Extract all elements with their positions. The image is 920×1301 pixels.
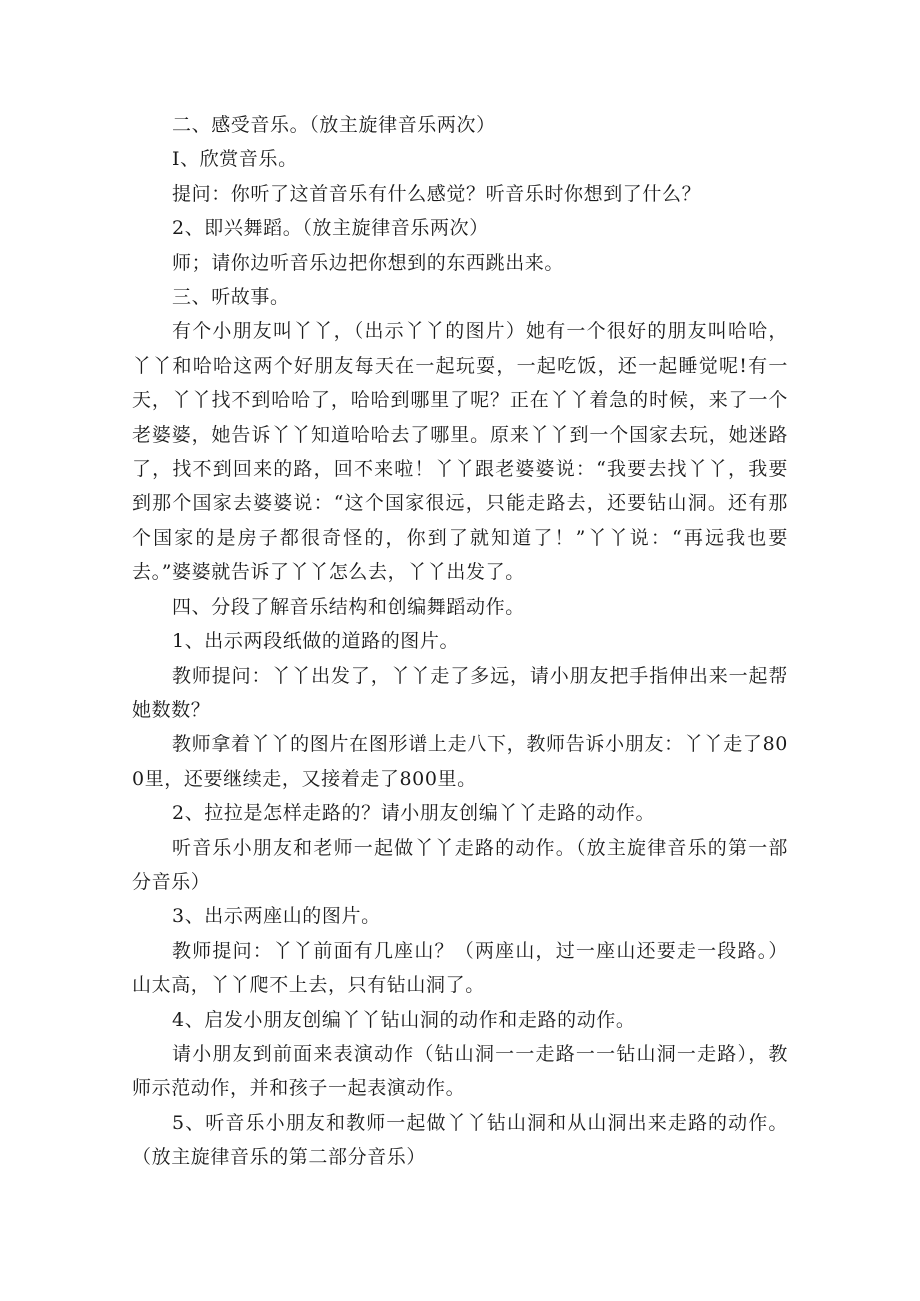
step-walking-action: 2、拉拉是怎样走路的？请小朋友创编丫丫走路的动作。: [172, 802, 656, 825]
teacher-question-mountains: 教师提问：丫丫前面有几座山？（两座山，过一座山还要走一段路。）山太高，丫丫爬不上去，只有钻山洞了。: [132, 939, 788, 997]
question-feeling: 提问：你听了这首音乐有什么感觉？听音乐时你想到了什么？: [172, 182, 702, 205]
step-cave-action: 4、启发小朋友创编丫丫钻山洞的动作和走路的动作。: [172, 1008, 636, 1031]
step-appreciate-music: I、欣赏音乐。: [172, 148, 298, 171]
heading-music-structure: 四、分段了解音乐结构和创编舞蹈动作。: [172, 595, 525, 618]
teacher-instruction-dance: 师；请你边听音乐边把你想到的东西跳出来。: [172, 251, 565, 274]
step-show-road: 1、出示两段纸做的道路的图片。: [172, 630, 460, 653]
listen-walk-action: 听音乐小朋友和老师一起做丫丫走路的动作。（放主旋律音乐的第一部分音乐）: [132, 836, 788, 893]
teacher-question-distance: 教师提问：丫丫出发了，丫丫走了多远，请小朋友把手指伸出来一起帮她数数？: [132, 664, 788, 721]
step-show-mountains: 3、出示两座山的图片。: [172, 905, 381, 928]
heading-listen-story: 三、听故事。: [172, 286, 290, 309]
heading-feel-music: 二、感受音乐。（放主旋律音乐两次）: [172, 114, 496, 136]
teacher-walk-chart: 教师拿着丫丫的图片在图形谱上走八下，教师告诉小朋友：丫丫走了800里，还要继续走，又接着走了800里。: [132, 733, 788, 790]
step-listen-cave-action: 5、听音乐小朋友和教师一起做丫丫钻山洞和从山洞出来走路的动作。（放主旋律音乐的第二部分音乐）: [132, 1111, 788, 1169]
step-improv-dance: 2、即兴舞蹈。（放主旋律音乐两次）: [172, 217, 489, 240]
perform-actions: 请小朋友到前面来表演动作（钻山洞一一走路一一钻山洞一走路），教师示范动作，并和孩子一起表演动作。: [132, 1042, 788, 1100]
story-paragraph: 有个小朋友叫丫丫，（出示丫丫的图片）她有一个很好的朋友叫哈哈，丫丫和哈哈这两个好朋友每天在一起玩耍，一起吃饭，还一起睡觉呢!有一天，丫丫找不到哈哈了，哈哈到哪里了呢？正在丫丫着急的时候，来了一个老婆婆，她告诉丫丫知道哈哈去了哪里。原来丫丫到一个国家去玩，她迷路了，找不到回来的路，回不来啦！丫丫跟老婆婆说：“我要去找丫丫，我要到那个国家去婆婆说：“这个国家很远，只能走路去，还要钻山洞。还有那个国家的是房子都很奇怪的，你到了就知道了！”丫丫说：“再远我也要去。”婆婆就告诉了丫丫怎么去，丫丫出发了。: [132, 320, 788, 584]
